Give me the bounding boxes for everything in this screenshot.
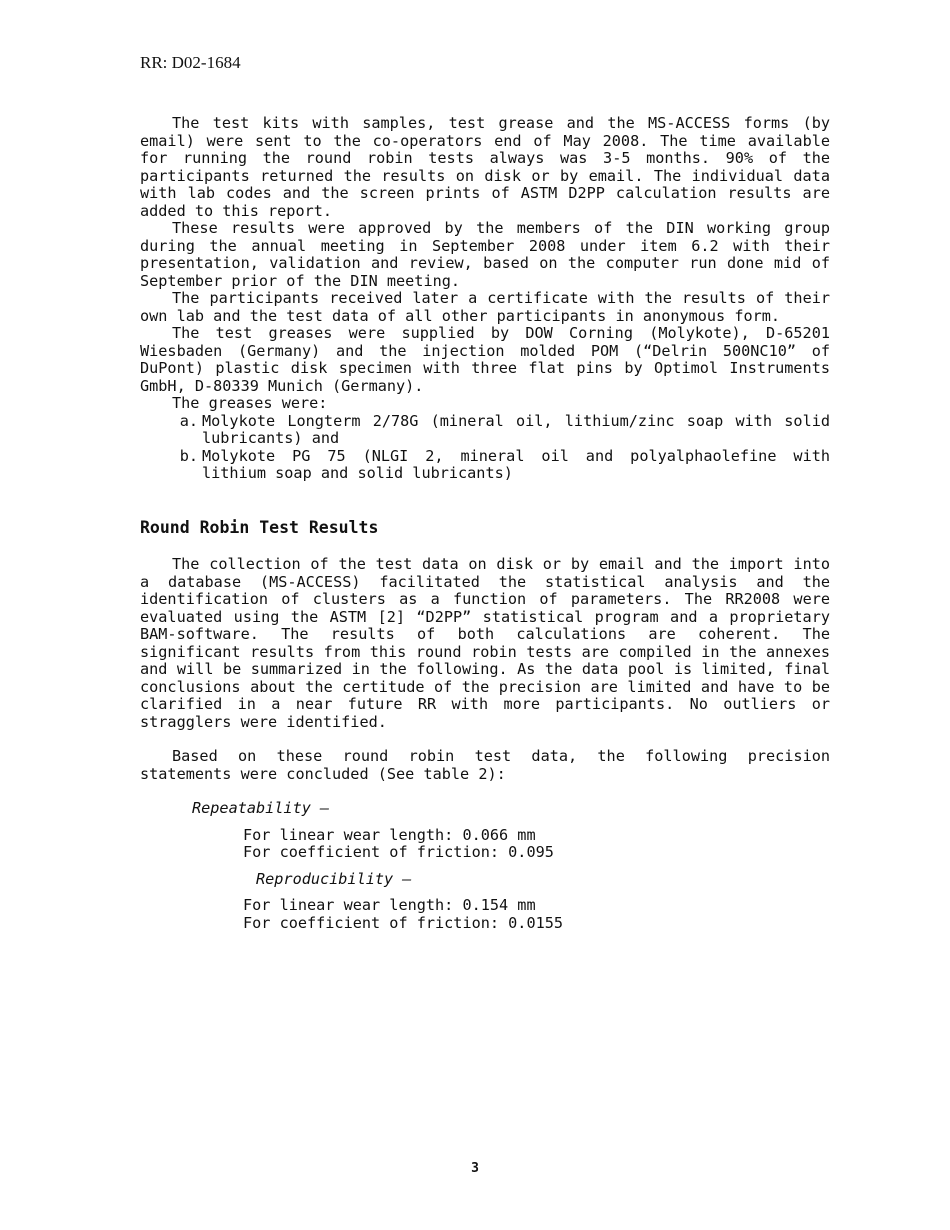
grease-list: [140, 413, 830, 483]
list-item: [140, 413, 830, 448]
reproducibility-label: Reproducibility –: [256, 869, 412, 888]
intro-paragraph-4: The test greases were supplied by DOW Corning (Molykote), D-65201 Wiesbaden (Germany) and the injection molded POM (“Delrin 500NC10” of DuPont) plastic disk specimen with three flat pins by Optimol Instruments GmbH, D-80339 Munich (Germany).: [140, 324, 830, 395]
list-marker: b.: [179, 446, 198, 465]
list-item-text: Molykote Longterm 2/78G (mineral oil, lithium/zinc soap with solid lubricants) and: [202, 411, 830, 447]
reproducibility-wear: For linear wear length: 0.154 mm: [243, 896, 536, 914]
intro-paragraph-5: The greases were:: [172, 394, 328, 412]
page-number: 3: [471, 1161, 479, 1176]
list-marker: a.: [179, 411, 198, 430]
reproducibility-friction: For coefficient of friction: 0.0155: [243, 913, 564, 932]
list-item: [140, 448, 830, 483]
repeatability-wear: For linear wear length: 0.066 mm: [243, 825, 536, 844]
results-paragraph-1: The collection of the test data on disk or by email and the import into a database (MS-ACCESS) facilitated the statistical analysis and the identification of clusters as a function of parameters. The RR2008 were evaluated using the ASTM [2] “D2PP” statistical program and a proprietary BAM-software. The results of both calculations are coherent. The significant results from this round robin tests are compiled in the annexes and will be summarized in the following. As the data pool is limited, final conclusions about the certitude of the precision are limited and have to be clarified in a near future RR with more participants. No outliers or stragglers were identified.: [140, 555, 830, 731]
intro-paragraph-3: The participants received later a certificate with the results of their own lab and the test data of all other participants in anonymous form.: [140, 289, 830, 325]
document-id: RR: D02-1684: [140, 53, 241, 72]
list-item-text: Molykote PG 75 (NLGI 2, mineral oil and polyalphaolefine with lithium soap and solid lubricants): [202, 446, 830, 482]
page-body: [140, 115, 830, 932]
intro-paragraph-2: These results were approved by the members of the DIN working group during the annual meeting in September 2008 under item 6.2 with their presentation, validation and review, based on the computer run done mid of September prior of the DIN meeting.: [140, 219, 830, 290]
results-paragraph-2: Based on these round robin test data, the following precision statements were concluded (See table 2):: [140, 747, 830, 783]
section-heading: Round Robin Test Results: [140, 517, 379, 537]
repeatability-label: Repeatability –: [192, 799, 330, 817]
intro-paragraph-1: The test kits with samples, test grease and the MS-ACCESS forms (by email) were sent to the co-operators end of May 2008. The time available for running the round robin tests always was 3-5 months. 90% of the participants returned the results on disk or by email. The individual data with lab codes and the screen prints of ASTM D2PP calculation results are added to this report.: [140, 114, 830, 220]
repeatability-friction: For coefficient of friction: 0.095: [243, 843, 554, 861]
